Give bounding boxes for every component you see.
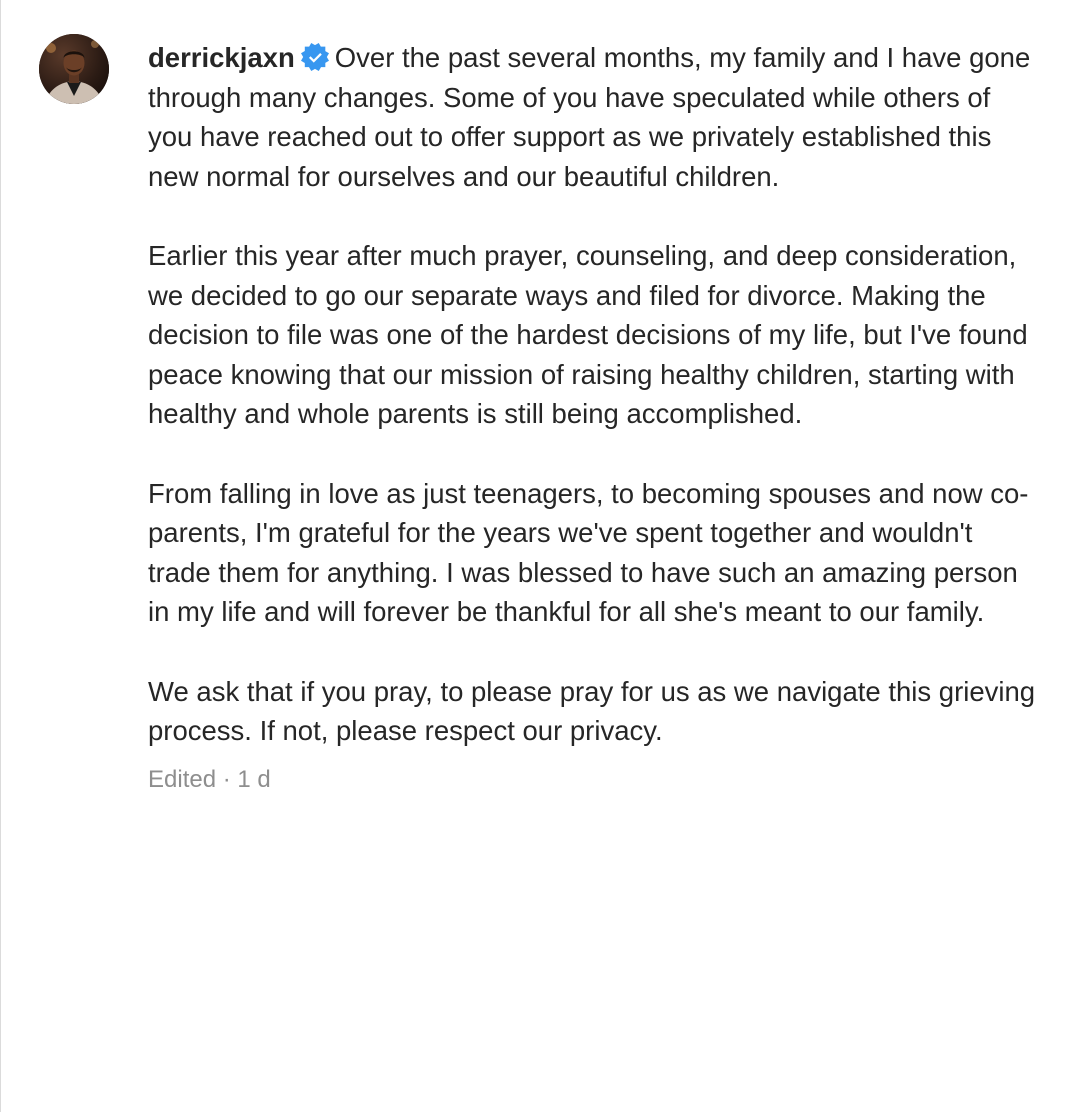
- caption-paragraph-3: From falling in love as just teenagers, to becoming spouses and now co-parents, I'm grateful for the years we've spent together and wouldn't trade them for anything. I was blessed to have such an amazing person in my life and will forever be thankful for all she's meant to our family.: [148, 477, 1029, 628]
- avatar-photo: [39, 34, 109, 104]
- verified-badge-icon: [301, 43, 329, 71]
- caption-paragraph-4: We ask that if you pray, to please pray for us as we navigate this grieving process. If not, please respect our privacy.: [148, 675, 1036, 747]
- username-link[interactable]: derrickjaxn: [148, 42, 295, 73]
- caption-content: [148, 38, 1038, 795]
- caption-text: [148, 38, 1038, 751]
- meta-separator: ·: [222, 765, 231, 793]
- avatar[interactable]: [39, 34, 109, 104]
- caption-paragraph-2: Earlier this year after much prayer, counseling, and deep consideration, we decided to go our separate ways and filed for divorce. Making the decision to file was one of the hardest decisions of my life, but I've found peace knowing that our mission of raising healthy children, starting with healthy and whole parents is still being accomplished.: [148, 239, 1028, 430]
- timestamp[interactable]: 1 d: [237, 765, 271, 793]
- edited-label: Edited: [148, 765, 217, 793]
- caption-meta: [148, 765, 1038, 795]
- caption-paragraph-1: [148, 38, 1038, 196]
- caption-paragraph-1-text: Over the past several months, my family and I have gone through many changes. Some of you have speculated while others of you have reached out to offer support as we privately established this new normal for ourselves and our beautiful children.: [148, 42, 1031, 192]
